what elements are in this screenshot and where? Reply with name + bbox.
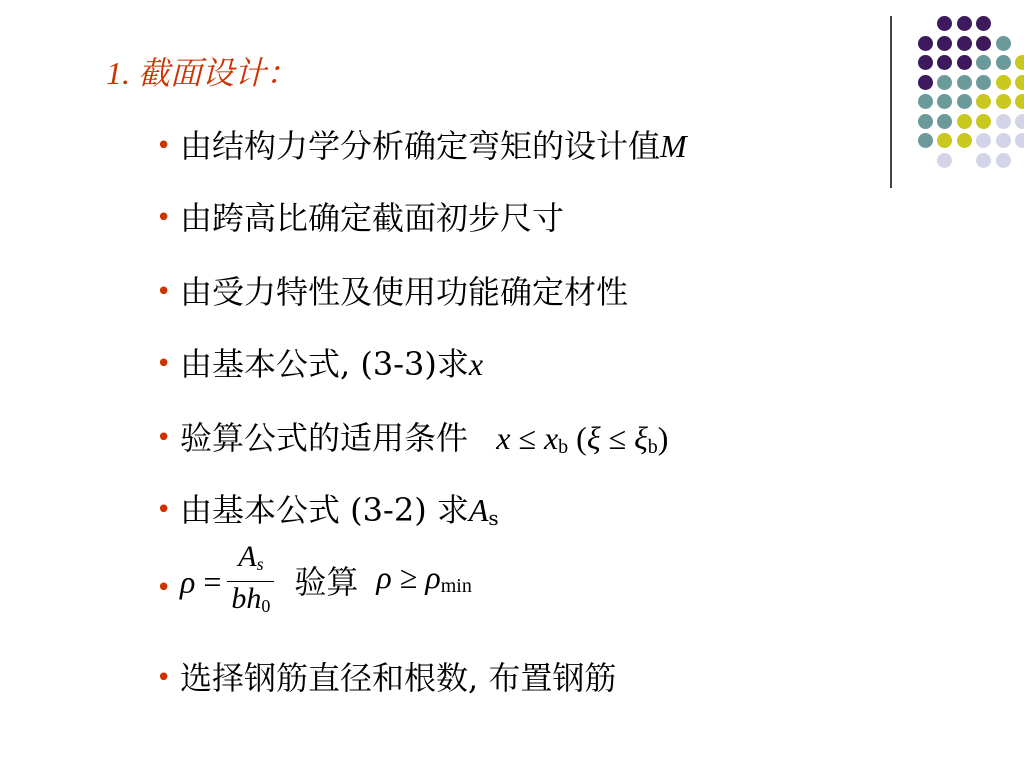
decorative-dot	[996, 75, 1011, 90]
decorative-dot	[996, 114, 1011, 129]
decorative-dot	[1015, 55, 1024, 70]
decorative-dot	[996, 94, 1011, 109]
decorative-dot	[937, 36, 952, 51]
decorative-dot	[957, 94, 972, 109]
list-item: • 由基本公式 (3-2) 求$A_s$	[156, 491, 499, 530]
decorative-dot	[957, 75, 972, 90]
bullet-icon: •	[156, 573, 172, 603]
decorative-dot	[996, 55, 1011, 70]
list-item: • 由结构力学分析确定弯矩的设计值M	[156, 127, 687, 165]
decorative-dot	[996, 153, 1011, 168]
decorative-dot	[976, 153, 991, 168]
list-item: • 由受力特性及使用功能确定材性	[156, 273, 629, 311]
decorative-dot	[1015, 94, 1024, 109]
decorative-dot	[918, 36, 933, 51]
decorative-divider	[890, 16, 892, 188]
decorative-dot	[1015, 75, 1024, 90]
bullet-icon: •	[156, 277, 172, 307]
decorative-dot	[976, 55, 991, 70]
decorative-dot	[918, 94, 933, 109]
bullet-icon: •	[156, 423, 172, 453]
decorative-dot	[976, 16, 991, 31]
decorative-dot-grid	[0, 0, 1024, 200]
decorative-dot	[918, 75, 933, 90]
decorative-dot	[937, 114, 952, 129]
decorative-dot	[937, 94, 952, 109]
list-item: • 由基本公式, (3-3)求x	[156, 345, 484, 383]
list-item: • ρ = $\frac{A_s}{bh_0}$ 验算 $\rho \ge \rho_{min}$	[156, 540, 472, 636]
decorative-dot	[957, 36, 972, 51]
fraction: $\frac{A_s}{bh_0}$	[227, 540, 274, 623]
decorative-dot	[937, 133, 952, 148]
decorative-dot	[918, 133, 933, 148]
list-item: • 验算公式的适用条件 $x \le x_b$ $(\xi \le \xi_b)$	[156, 419, 669, 458]
decorative-dot	[996, 133, 1011, 148]
decorative-dot	[937, 153, 952, 168]
bullet-icon: •	[156, 663, 172, 693]
condition-formula: $x \le x_b$ $(\xi \le \xi_b)$	[496, 420, 669, 458]
decorative-dot	[976, 114, 991, 129]
slide-title: 1. 截面设计：	[106, 55, 299, 91]
decorative-dot	[957, 133, 972, 148]
decorative-dot	[937, 75, 952, 90]
decorative-dot	[918, 114, 933, 129]
decorative-dot	[976, 36, 991, 51]
decorative-dot	[937, 16, 952, 31]
bullet-icon: •	[156, 495, 172, 525]
list-item: • 选择钢筋直径和根数, 布置钢筋	[156, 659, 617, 697]
rho-formula: ρ =	[180, 563, 222, 600]
decorative-dot	[937, 55, 952, 70]
rho-check: $\rho \ge \rho_{min}$	[376, 559, 472, 597]
decorative-dot	[1015, 114, 1024, 129]
decorative-dot	[996, 36, 1011, 51]
list-item: • 由跨高比确定截面初步尺寸	[156, 199, 565, 237]
decorative-dot	[976, 133, 991, 148]
bullet-icon: •	[156, 349, 172, 379]
decorative-dot	[957, 16, 972, 31]
bullet-icon: •	[156, 203, 172, 233]
decorative-dot	[957, 55, 972, 70]
decorative-dot	[918, 55, 933, 70]
bullet-icon: •	[156, 131, 172, 161]
decorative-dot	[957, 114, 972, 129]
decorative-dot	[976, 75, 991, 90]
decorative-dot	[976, 94, 991, 109]
decorative-dot	[1015, 133, 1024, 148]
